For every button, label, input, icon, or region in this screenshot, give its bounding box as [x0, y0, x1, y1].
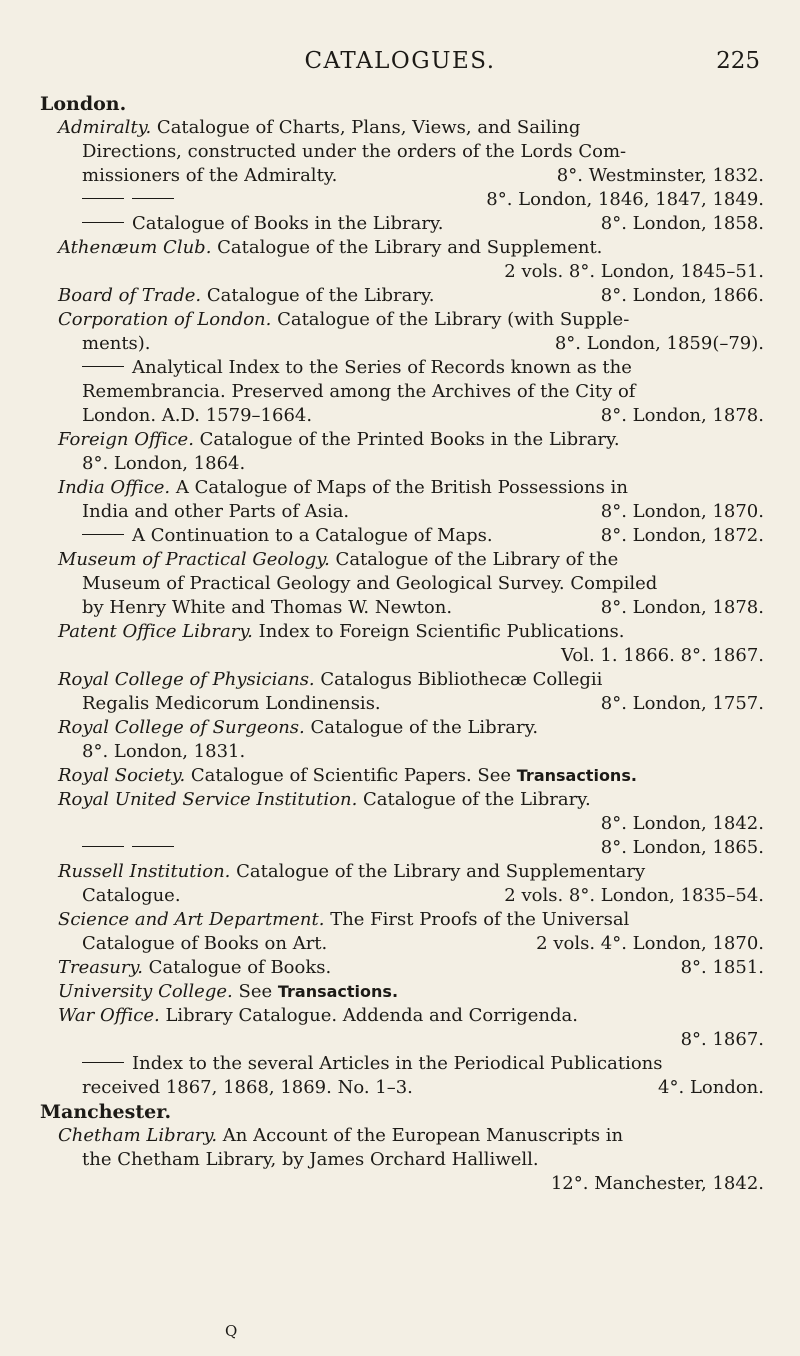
list-item: University College. See Transactions. [58, 981, 399, 1002]
list-item-continuation: Regalis Medicorum Londinensis. 8°. London, 1757. [82, 693, 764, 714]
list-item-continuation: Museum of Practical Geology and Geological Survey. Compiled [82, 573, 658, 594]
list-item: Athenæum Club. Catalogue of the Library and Supplement. [58, 237, 603, 258]
list-item: Foreign Office. Catalogue of the Printed Books in the Library. [58, 429, 620, 450]
list-item: Chetham Library. An Account of the European Manuscripts in [58, 1125, 624, 1146]
list-item-continuation: 8°. London, 1831. [82, 741, 246, 762]
list-item-continuation: Catalogue of Books on Art. 2 vols. 4°. London, 1870. [82, 933, 764, 954]
list-item-continuation: the Chetham Library, by James Orchard Halliwell. [82, 1149, 539, 1170]
list-item-continuation: by Henry White and Thomas W. Newton. 8°. London, 1878. [82, 597, 764, 618]
list-item-continuation: 2 vols. 8°. London, 1845–51. [504, 261, 764, 282]
list-item: Treasury. Catalogue of Books. 8°. 1851. [58, 957, 764, 978]
list-item: Royal College of Surgeons. Catalogue of the Library. [58, 717, 539, 738]
list-item-continuation: India and other Parts of Asia. 8°. London, 1870. [82, 501, 764, 522]
list-item-continuation: 8°. London, 1842. [600, 813, 764, 834]
list-item: Royal United Service Institution. Catalogue of the Library. [58, 789, 591, 810]
list-item-continuation: Analytical Index to the Series of Records known as the [40, 356, 764, 380]
running-title: CATALOGUES. [304, 48, 496, 74]
list-item-continuation: A Continuation to a Catalogue of Maps. 8°. London, 1872. [40, 524, 764, 548]
cross-reference: Transactions. [516, 766, 637, 785]
list-item-continuation: 8°. London, 1865. [40, 836, 764, 860]
list-item-continuation: Catalogue. 2 vols. 8°. London, 1835–54. [82, 885, 764, 906]
list-item: Patent Office Library. Index to Foreign Scientific Publications. [58, 621, 625, 642]
section-heading-manchester: Manchester. [40, 1101, 172, 1123]
list-item-continuation: Catalogue of Books in the Library. 8°. London, 1858. [40, 212, 764, 236]
list-item: India Office. A Catalogue of Maps of the British Possessions in [58, 477, 628, 498]
list-item-continuation: received 1867, 1868, 1869. No. 1–3. 4°. London. [82, 1077, 764, 1098]
list-item-continuation: 8°. 1867. [680, 1029, 764, 1050]
list-item-continuation: missioners of the Admiralty. 8°. Westminster, 1832. [82, 165, 764, 186]
list-item: Science and Art Department. The First Proofs of the Universal [58, 909, 630, 930]
list-item: Admiralty. Catalogue of Charts, Plans, Views, and Sailing [58, 117, 581, 138]
cross-reference: Transactions. [277, 982, 399, 1001]
list-item-continuation: 8°. London, 1864. [82, 453, 246, 474]
list-item-continuation: ments). 8°. London, 1859(–79). [82, 333, 764, 354]
page-number: 225 [716, 48, 760, 74]
list-item: Board of Trade. Catalogue of the Library. 8°. London, 1866. [58, 285, 764, 306]
page-header [40, 40, 760, 80]
list-item-continuation: London. A.D. 1579–1664. 8°. London, 1878. [82, 405, 764, 426]
list-item: Royal College of Physicians. Catalogus Bibliothecæ Collegii [58, 669, 603, 690]
list-item: Russell Institution. Catalogue of the Library and Supplementary [58, 861, 646, 882]
list-item-continuation: Vol. 1. 1866. 8°. 1867. [561, 645, 764, 666]
list-item-continuation: 12°. Manchester, 1842. [550, 1173, 764, 1194]
section-heading-london: London. [40, 93, 127, 115]
list-item-continuation: Index to the several Articles in the Periodical Publications [40, 1052, 764, 1076]
list-item-continuation: Directions, constructed under the orders of the Lords Com- [82, 141, 627, 162]
list-item: Corporation of London. Catalogue of the Library (with Supple- [58, 309, 630, 330]
list-item: War Office. Library Catalogue. Addenda and Corrigenda. [58, 1005, 578, 1026]
catalogue-body [40, 92, 764, 1196]
list-item: Museum of Practical Geology. Catalogue of the Library of the [58, 549, 619, 570]
list-item-continuation: 8°. London, 1846, 1847, 1849. [40, 188, 764, 212]
signature-mark: Q [225, 1322, 238, 1340]
list-item: Royal Society. Catalogue of Scientific Papers. See Transactions. [58, 765, 637, 786]
list-item-continuation: Remembrancia. Preserved among the Archives of the City of [82, 381, 636, 402]
